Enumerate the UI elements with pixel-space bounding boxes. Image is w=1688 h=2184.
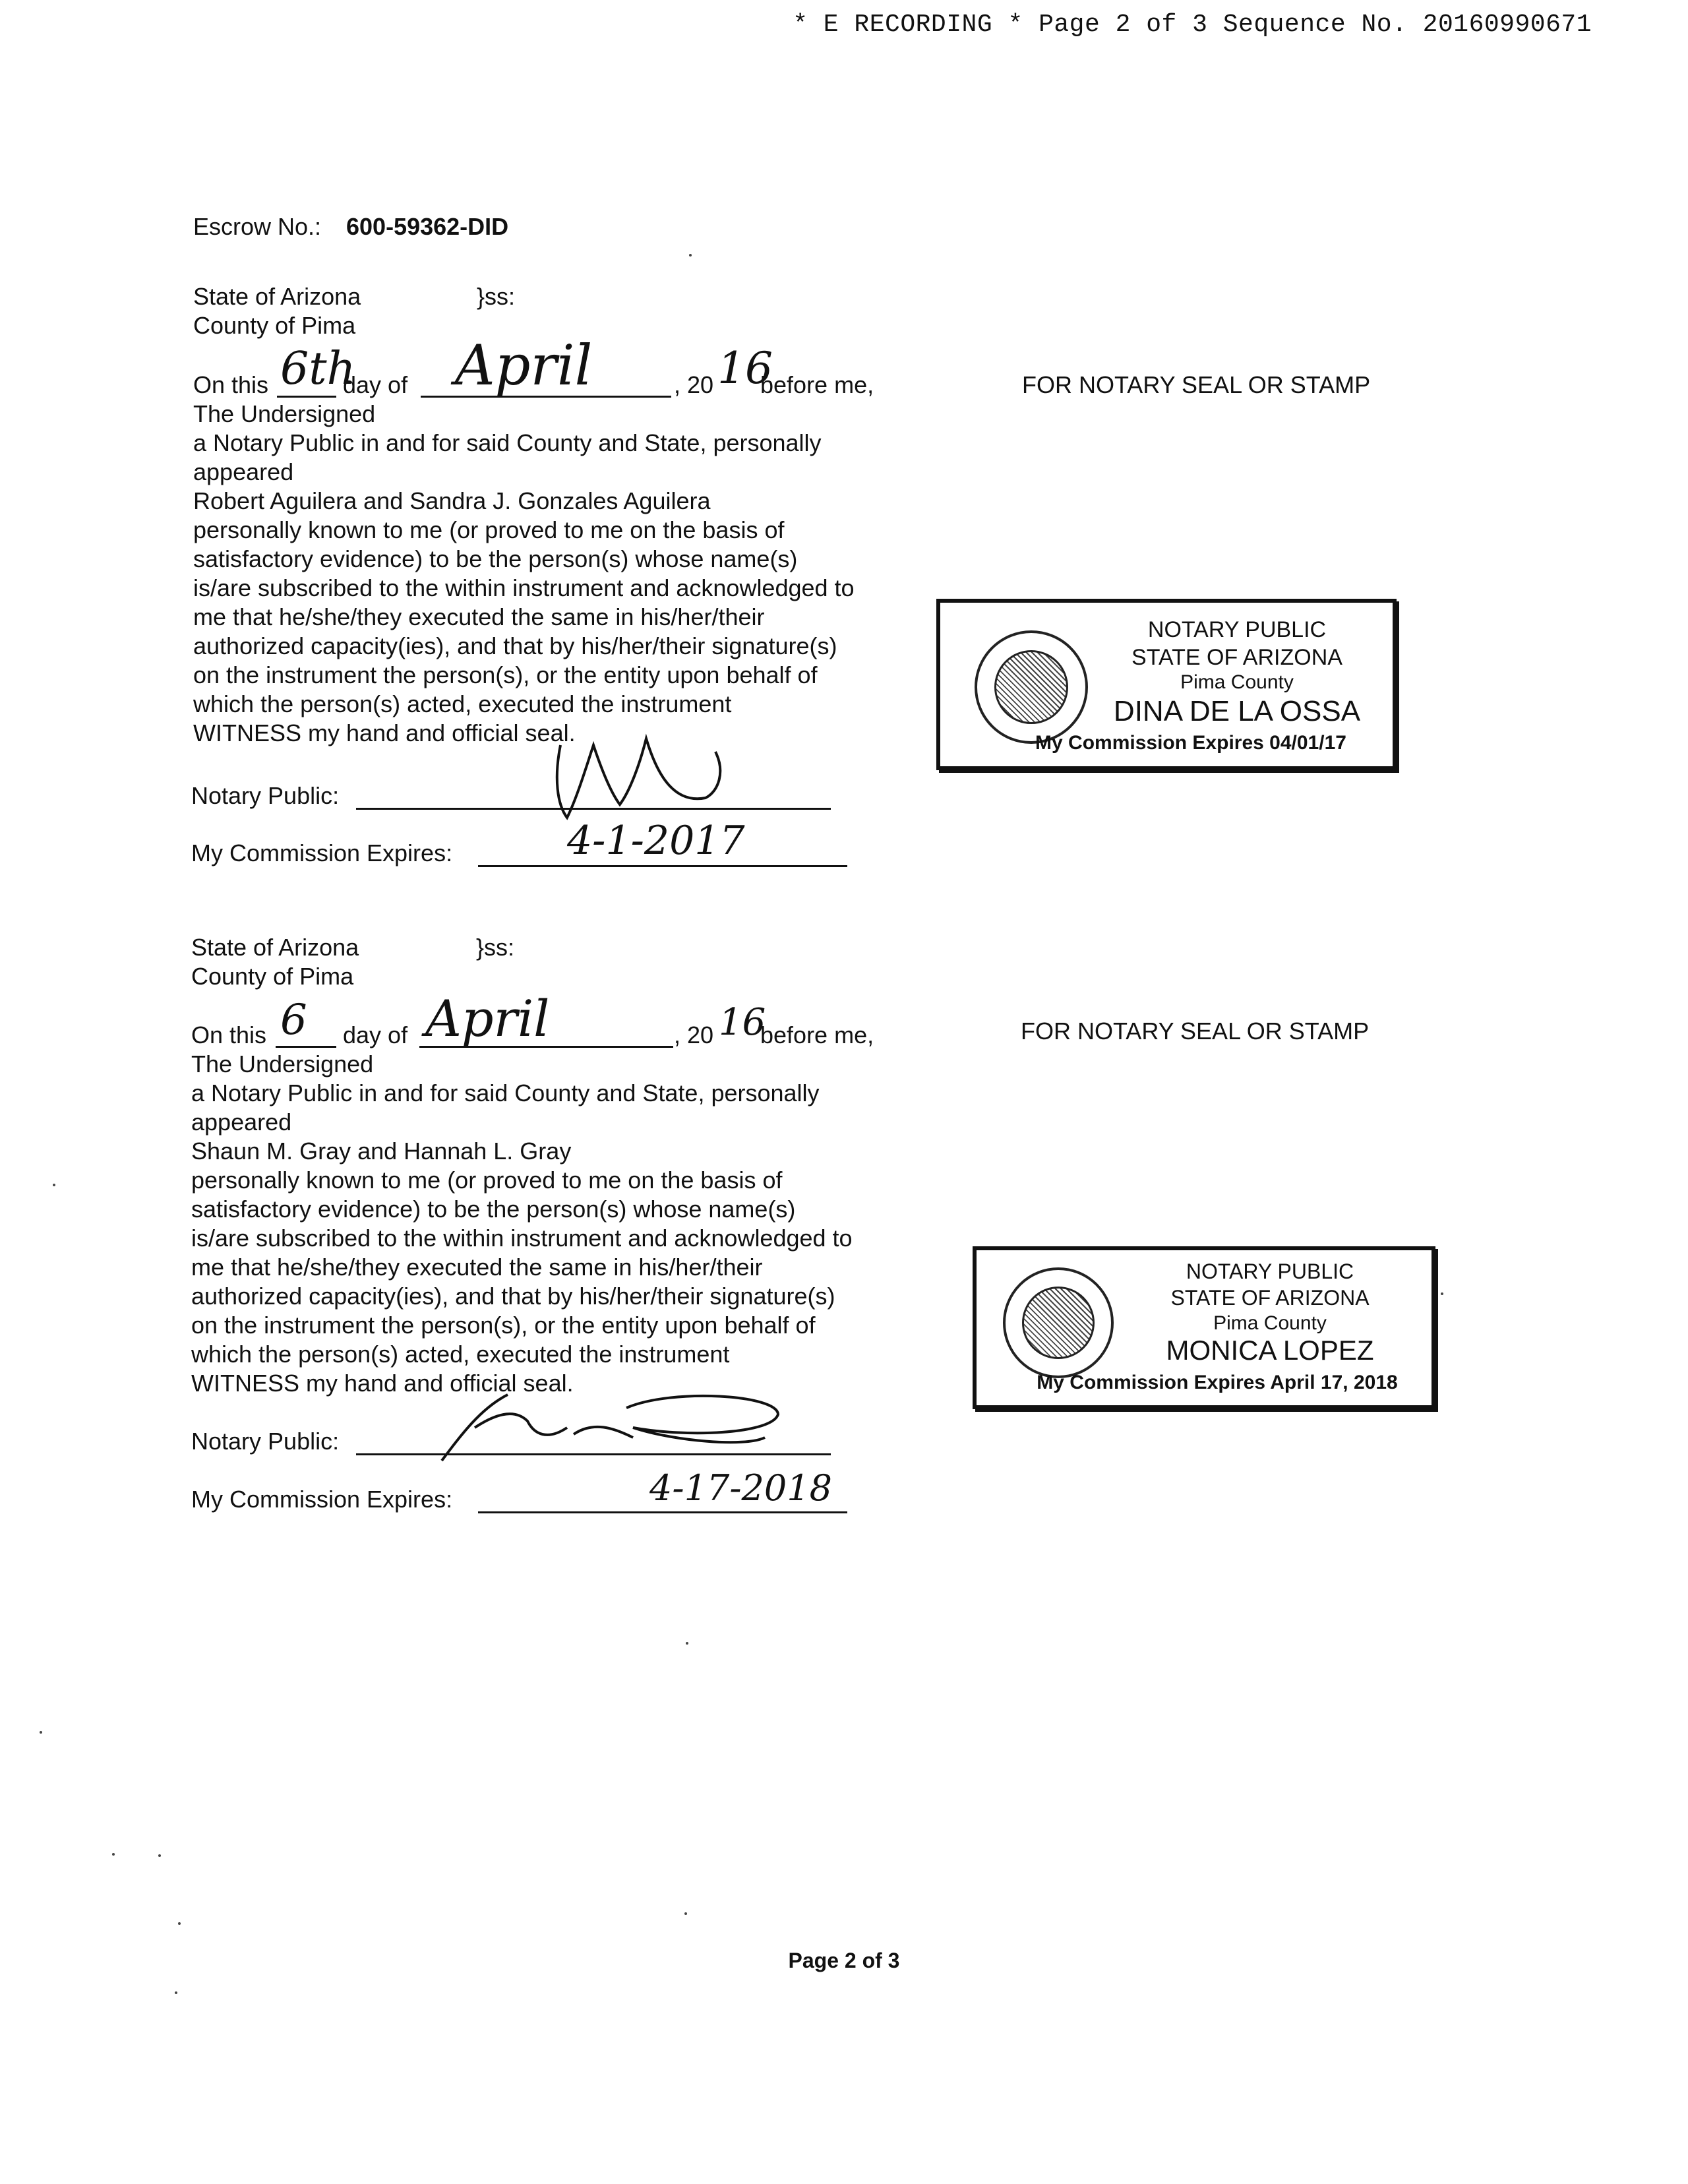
year-handwritten: 16 [719, 1001, 766, 1044]
escrow-label: Escrow No.: [193, 213, 322, 240]
stamp-expires: My Commission Expires April 17, 2018 [1037, 1372, 1398, 1393]
commission-handwritten: 4-1-2017 [567, 818, 745, 864]
scan-speck [689, 254, 692, 257]
stamp-line-1: NOTARY PUBLIC [1147, 617, 1327, 642]
before-me-label: before me, [760, 1021, 874, 1048]
body-line: on the instrument the person(s), or the entity upon behalf of [191, 1312, 816, 1339]
signer-names: Robert Aguilera and Sandra J. Gonzales Aguilera [193, 487, 711, 514]
notary-stamp [936, 599, 1397, 770]
scan-speck [112, 1853, 115, 1856]
notary-public-label: Notary Public: [191, 1428, 340, 1455]
body-line: me that he/she/they executed the same in his/her/their [193, 603, 765, 630]
scan-speck [53, 1184, 55, 1186]
scan-speck [40, 1731, 42, 1734]
body-line: authorized capacity(ies), and that by his/her/their signature(s) [193, 632, 837, 659]
year-prefix: , 20 [674, 1021, 714, 1048]
before-me-label: before me, [760, 371, 874, 398]
undersigned-label: The Undersigned [191, 1050, 374, 1077]
state-label: State of Arizona [191, 934, 359, 961]
page-number-footer: Page 2 of 3 [788, 1949, 900, 1972]
undersigned-label: The Undersigned [193, 400, 376, 427]
day-handwritten: 6 [280, 996, 307, 1045]
arizona-seal-icon [975, 630, 1088, 744]
stamp-notary-name: DINA DE LA OSSA [1113, 695, 1361, 727]
month-handwritten: April [455, 333, 593, 398]
notary-signature-1 [547, 725, 732, 824]
appeared-label: appeared [193, 458, 294, 485]
commission-line [478, 1511, 847, 1513]
notary-public-label: Notary Public: [191, 782, 340, 809]
stamp-expires: My Commission Expires 04/01/17 [1035, 732, 1346, 754]
body-line: me that he/she/they executed the same in his/her/their [191, 1254, 763, 1281]
seal-caption: FOR NOTARY SEAL OR STAMP [1022, 371, 1371, 398]
body-line: authorized capacity(ies), and that by his/her/their signature(s) [191, 1283, 835, 1310]
notary-signature-2 [435, 1381, 791, 1467]
notary-line: a Notary Public in and for said County and State, personally [191, 1079, 820, 1107]
day-of-label: day of [343, 1021, 408, 1048]
signer-names: Shaun M. Gray and Hannah L. Gray [191, 1138, 572, 1165]
year-prefix: , 20 [674, 371, 714, 398]
year-handwritten: 16 [717, 343, 773, 394]
stamp-line-2: STATE OF ARIZONA [1170, 1286, 1370, 1310]
commission-expires-label: My Commission Expires: [191, 1486, 453, 1513]
seal-caption: FOR NOTARY SEAL OR STAMP [1021, 1017, 1370, 1045]
commission-handwritten: 4-17-2018 [649, 1467, 832, 1509]
day-blank [277, 396, 336, 398]
commission-expires-label: My Commission Expires: [191, 839, 453, 866]
body-line: satisfactory evidence) to be the person(s) whose name(s) [193, 545, 798, 572]
stamp-line-3: Pima County [1213, 1312, 1327, 1334]
body-line: satisfactory evidence) to be the person(s) whose name(s) [191, 1196, 796, 1223]
escrow-number: 600-59362-DID [346, 213, 509, 240]
county-label: County of Pima [193, 312, 356, 339]
on-this-label: On this [191, 1021, 267, 1048]
day-handwritten: 6th [280, 343, 356, 395]
scan-speck [178, 1922, 181, 1925]
state-label: State of Arizona [193, 283, 361, 310]
body-line: which the person(s) acted, executed the instrument [193, 690, 732, 717]
on-this-label: On this [193, 371, 269, 398]
day-blank [276, 1046, 336, 1048]
stamp-line-1: NOTARY PUBLIC [1186, 1259, 1354, 1283]
body-line: WITNESS my hand and official seal. [191, 1370, 574, 1397]
scan-speck [1441, 1292, 1443, 1295]
body-line: personally known to me (or proved to me on the basis of [193, 516, 785, 543]
scan-speck [158, 1854, 161, 1857]
scan-speck [684, 1912, 687, 1915]
scan-speck [175, 1991, 177, 1994]
appeared-label: appeared [191, 1108, 292, 1136]
stamp-notary-name: MONICA LOPEZ [1166, 1335, 1374, 1366]
body-line: WITNESS my hand and official seal. [193, 719, 576, 746]
notary-line: a Notary Public in and for said County and State, personally [193, 429, 822, 456]
ss-label: }ss: [476, 934, 515, 961]
day-of-label: day of [343, 371, 408, 398]
body-line: on the instrument the person(s), or the entity upon behalf of [193, 661, 818, 688]
body-line: which the person(s) acted, executed the instrument [191, 1341, 730, 1368]
body-line: is/are subscribed to the within instrument and acknowledged to [191, 1225, 853, 1252]
notary-stamp [973, 1246, 1435, 1409]
month-handwritten: April [425, 989, 550, 1048]
arizona-seal-icon [1003, 1267, 1114, 1378]
commission-line [478, 865, 847, 867]
scan-speck [686, 1642, 688, 1645]
body-line: personally known to me (or proved to me on the basis of [191, 1167, 783, 1194]
county-label: County of Pima [191, 963, 354, 990]
stamp-line-3: Pima County [1180, 671, 1294, 693]
stamp-line-2: STATE OF ARIZONA [1131, 645, 1342, 670]
ss-label: }ss: [477, 283, 516, 310]
body-line: is/are subscribed to the within instrument and acknowledged to [193, 574, 855, 601]
recording-header: * E RECORDING * Page 2 of 3 Sequence No. 20160990671 [793, 11, 1592, 39]
